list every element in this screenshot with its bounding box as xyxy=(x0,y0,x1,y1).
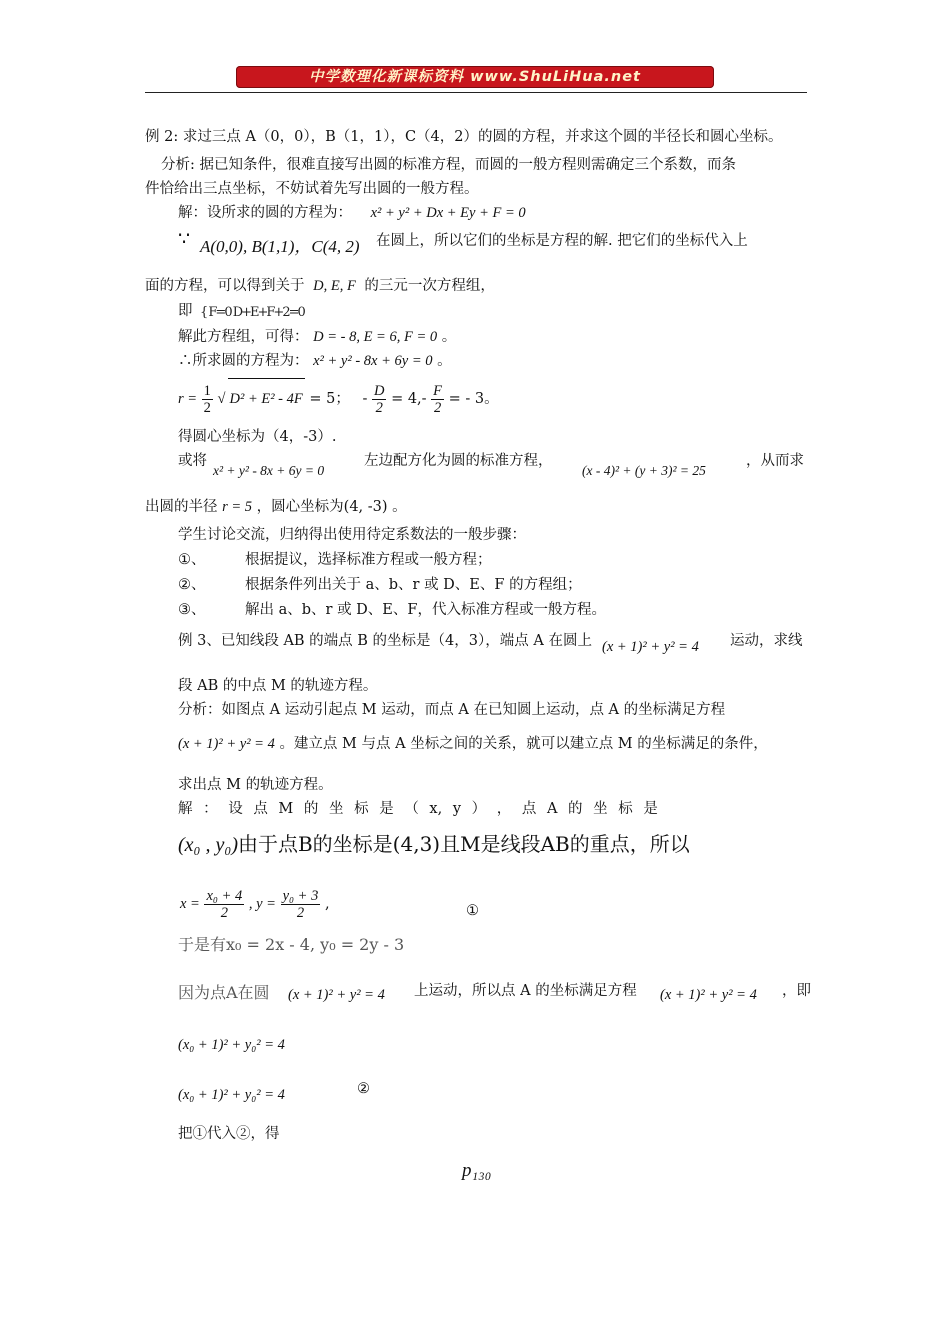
step-3: 解出 a、b、r 或 D、E、F，代入标准方程或一般方程。 xyxy=(245,602,606,618)
radius-line: r = $\frac{1}{2}$ √ D² + E² - 4F = 5； - $\frac{D}{2}$ = 4,- $\frac{F}{2}$ = - 3。 xyxy=(178,378,499,418)
equation-2: (x₀ + 1)² + y₀² = 4 xyxy=(178,1087,285,1103)
equation-system-intro xyxy=(145,277,495,295)
radius-result-text: 出圆的半径 xyxy=(145,499,218,515)
three-points: A(0,0), B(1,1)，C(4, 2) xyxy=(200,237,360,256)
because-circle-2: (x + 1)² + y² = 4 xyxy=(660,987,757,1003)
x-den: 2 xyxy=(220,904,228,921)
step-1: 根据提议，选择标准方程或一般方程； xyxy=(245,552,492,568)
header-rule xyxy=(145,92,807,93)
because-circle-1: (x + 1)² + y² = 4 xyxy=(288,987,385,1003)
F-num: F xyxy=(433,382,443,399)
equation-system-garbled: { F=0 D+E+F+2=0 xyxy=(200,305,304,319)
or-line-c: ，从而求 xyxy=(746,453,804,469)
analysis-3-line-3: 求出点 M 的轨迹方程。 xyxy=(178,777,333,793)
circle-equation: x² + y² - 8x + 6y = 0 xyxy=(313,353,433,369)
solution-text: 解：设所求的圆的方程为： xyxy=(178,205,352,221)
step-1-num: ①、 xyxy=(178,552,206,568)
A-coordinates: (x₀ , y₀) xyxy=(178,834,238,856)
fraction-x xyxy=(204,888,244,921)
because-line-b: 上运动，所以点 A 的坐标满足方程 xyxy=(414,983,637,999)
fraction-half xyxy=(202,383,213,416)
midpoint-text: 由于点B的坐标是(4,3)且M是线段AB的重点，所以 xyxy=(237,832,690,856)
half-num: 1 xyxy=(203,382,211,399)
solution-3-line-1: 解 ： 设 点 M 的 坐 标 是 （ x, y ） ， 点 A 的 坐 标 是 xyxy=(178,801,658,817)
ji-label: 即 xyxy=(178,303,193,319)
D-den: 2 xyxy=(375,399,383,416)
y-num: y₀ + 3 xyxy=(282,887,319,904)
because-symbol: ∵ xyxy=(178,228,191,250)
y-den: 2 xyxy=(296,904,305,921)
equation-2-marker: ② xyxy=(357,1081,370,1097)
analysis-line-2: 件恰给出三点坐标，不妨试着先写出圆的一般方程。 xyxy=(145,181,479,197)
system-intro-text-2: 的三元一次方程组， xyxy=(364,278,495,294)
system-intro-text: 面的方程，可以得到关于 xyxy=(145,278,305,294)
solve-line xyxy=(178,328,456,346)
or-equation: x² + y² - 8x + 6y = 0 xyxy=(213,463,325,478)
fraction-F xyxy=(431,383,444,416)
center-result: ，圆心坐标为(4, -3) 。 xyxy=(256,499,407,515)
unknowns: D, E, F xyxy=(313,278,356,294)
solved-values: D = - 8, E = 6, F = 0 xyxy=(313,329,438,345)
header-banner[interactable] xyxy=(236,66,714,88)
header-banner-text: 中学数理化新课标资料 www.ShuLiHua.net xyxy=(309,69,641,85)
analysis-line-1: 分析: 据已知条件，很难直接写出圆的标准方程，而圆的一般方程则需确定三个系数，而条 xyxy=(161,157,736,173)
points-on-circle-line xyxy=(178,230,190,250)
therefore-text: ∴所求圆的方程为： xyxy=(178,353,309,369)
general-equation: x² + y² + Dx + Ey + F = 0 xyxy=(370,205,526,221)
y-label: , y = xyxy=(248,896,276,912)
or-line-a: 或将 xyxy=(178,453,207,469)
step-2-num: ②、 xyxy=(178,577,206,593)
example-3-b: 运动，求线 xyxy=(730,633,803,649)
page-number: p₁₃₀ xyxy=(462,1160,492,1181)
substitution-line: 于是有x₀ = 2x - 4, y₀ = 2y - 3 xyxy=(178,935,405,954)
example-3-circle: (x + 1)² + y² = 4 xyxy=(602,639,699,655)
standard-equation: (x - 4)² + (y + 3)² = 25 xyxy=(582,463,706,478)
fraction-D xyxy=(372,383,386,416)
because-line-c: ，即 xyxy=(782,983,811,999)
F-den: 2 xyxy=(433,399,442,416)
step-3-num: ③、 xyxy=(178,602,206,618)
analysis-3-text: 。建立点 M 与点 A 坐标之间的关系，就可以建立点 M 的坐标满足的条件， xyxy=(279,736,768,752)
solve-period: 。 xyxy=(441,329,457,345)
midpoint-formula xyxy=(180,882,330,926)
radius-label: r = xyxy=(178,391,198,407)
radius-result: r = 5 xyxy=(222,499,253,515)
center-line: 得圆心坐标为（4，-3）. xyxy=(178,429,337,445)
step-2: 根据条件列出关于 a、b、r 或 D、E、F 的方程组； xyxy=(245,577,582,593)
analysis-3-line-2 xyxy=(178,735,768,753)
x-label: x = xyxy=(180,896,200,912)
circle-equation-line xyxy=(178,352,452,370)
or-line-b: 左边配方化为圆的标准方程， xyxy=(364,453,553,469)
points-text: 在圆上，所以它们的坐标是方程的解. 把它们的坐标代入上 xyxy=(376,233,748,249)
example-3-c: 段 AB 的中点 M 的轨迹方程。 xyxy=(178,678,378,694)
analysis-3-circle: (x + 1)² + y² = 4 xyxy=(178,736,275,752)
center-x-value: = 4,- xyxy=(391,391,427,407)
radius-value: = 5； xyxy=(309,391,350,407)
center-y-value: = - 3。 xyxy=(448,391,499,407)
discussion-line: 学生讨论交流，归纳得出使用待定系数法的一般步骤： xyxy=(178,527,526,543)
D-num: D xyxy=(373,382,385,399)
points-line-cont xyxy=(200,238,360,257)
example-3-a: 例 3、已知线段 AB 的端点 B 的坐标是（4，3），端点 A 在圆上 xyxy=(178,633,592,649)
solution-line xyxy=(178,204,526,222)
x-num: x₀ + 4 xyxy=(206,887,243,904)
analysis-3-line-1: 分析：如图点 A 运动引起点 M 运动，而点 A 在已知圆上运动，点 A 的坐标满足方程 xyxy=(178,702,726,718)
circle-equation-period: 。 xyxy=(437,353,452,369)
half-den: 2 xyxy=(203,399,211,416)
equation-1-marker: ① xyxy=(466,903,479,919)
solve-text: 解此方程组，可得： xyxy=(178,329,309,345)
radius-result-line xyxy=(145,498,407,516)
because-line-a: 因为点A在圆 xyxy=(178,983,270,1002)
substitute-line: 把①代入②，得 xyxy=(178,1126,280,1142)
fraction-y xyxy=(281,888,321,921)
formula-comma: , xyxy=(324,896,330,912)
solution-3-line-2 xyxy=(178,832,690,857)
example-2-title: 例 2: 求过三点 A（0，0），B（1，1），C（4，2）的圆的方程，并求这个圆的半径长和圆心坐标。 xyxy=(145,129,783,145)
equation-A: (x₀ + 1)² + y₀² = 4 xyxy=(178,1037,285,1053)
radius-sqrt: D² + E² - 4F xyxy=(228,378,305,419)
